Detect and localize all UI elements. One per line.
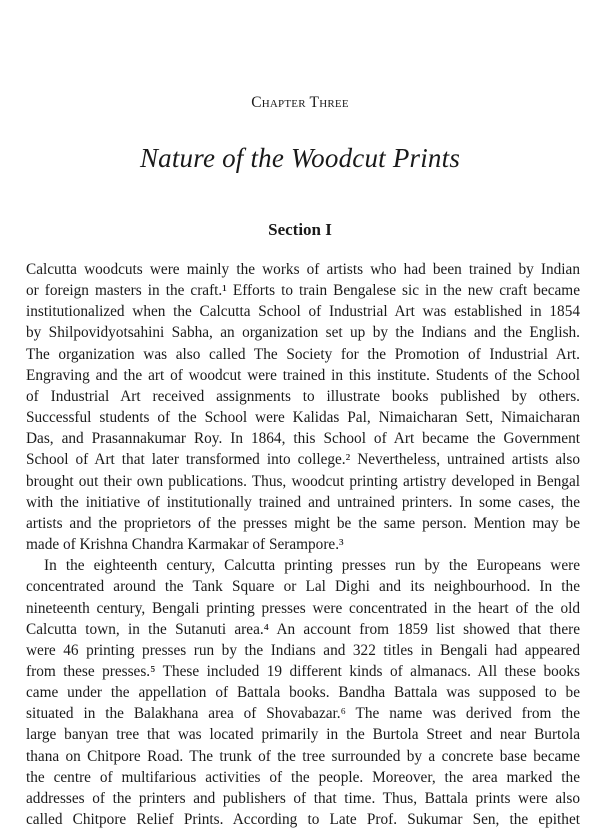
text-line: situated in the Balakhana area of Shovabazar.⁶ The name was derived from the — [26, 705, 580, 723]
text-line: the centre of multifarious activities of the people. Moreover, the area marked the — [26, 768, 580, 786]
text-line: In the eighteenth century, Calcutta printing presses run by the Europeans were — [44, 557, 580, 575]
text-line: of Industrial Art received assignments to illustrate books published by others. — [26, 387, 580, 405]
text-line: The organization was also called The Society for the Promotion of Industrial Art. — [26, 345, 580, 363]
text-line: Calcutta woodcuts were mainly the works of artists who had been trained by Indian — [26, 261, 580, 278]
text-line: Calcutta town, in the Sutanuti area.⁴ An account from 1859 list showed that there — [26, 620, 580, 638]
text-line: nineteenth century, Bengali printing presses were concentrated in the heart of the old — [26, 599, 580, 617]
text-line: came under the appellation of Battala books. Bandha Battala was supposed to be — [26, 684, 580, 702]
paragraph-2 — [26, 555, 580, 830]
text-line: were 46 printing presses run by the Indians and 322 titles in Bengali had appeared — [26, 641, 580, 659]
text-line: by Shilpovidyotsahini Sabha, an organization set up by the Indians and the English. — [26, 324, 580, 342]
chapter-label: Chapter Three — [251, 94, 349, 111]
text-line: made of Krishna Chandra Karmakar of Serampore.³ — [26, 536, 344, 554]
text-line: Engraving and the art of woodcut were trained in this institute. Students of the School — [26, 366, 580, 384]
text-line: addresses of the printers and publishers of that time. Thus, Battala prints were also — [26, 789, 580, 807]
text-line: artists and the proprietors of the presses might be the same person. Mention may be — [26, 514, 580, 532]
paragraph-1 — [26, 259, 580, 555]
text-line: with the initiative of institutionally trained and untrained printers. In some cases, the — [26, 493, 580, 511]
text-line: brought out their own publications. Thus, woodcut printing artistry developed in Bengal — [26, 472, 580, 490]
text-line: concentrated around the Tank Square or Lal Dighi and its neighbourhood. In the — [26, 578, 580, 596]
text-line: Das, and Prasannakumar Roy. In 1864, this School of Art became the Government — [26, 430, 580, 448]
section-heading: Section I — [268, 220, 332, 239]
text-line: institutionalized when the Calcutta School of Industrial Art was established in 1854 — [26, 303, 580, 321]
text-line: called Chitpore Relief Prints. According to Late Prof. Sukumar Sen, the epithet — [26, 811, 580, 829]
text-line: thana on Chitpore Road. The trunk of the tree surrounded by a concrete base became — [26, 747, 580, 765]
chapter-title: Nature of the Woodcut Prints — [139, 143, 461, 173]
text-line: from these presses.⁵ These included 19 different kinds of almanacs. All these books — [26, 662, 580, 680]
body-text — [26, 259, 580, 830]
text-line: School of Art that later transformed into college.² Nevertheless, untrained artists also — [26, 451, 580, 469]
text-line: Successful students of the School were Kalidas Pal, Nimaicharan Sett, Nimaicharan — [26, 409, 580, 427]
text-line: large banyan tree that was located primarily in the Burtola Street and near Burtola — [26, 726, 580, 744]
text-line: or foreign masters in the craft.¹ Efforts to train Bengalese sic in the new craft became — [26, 282, 580, 300]
